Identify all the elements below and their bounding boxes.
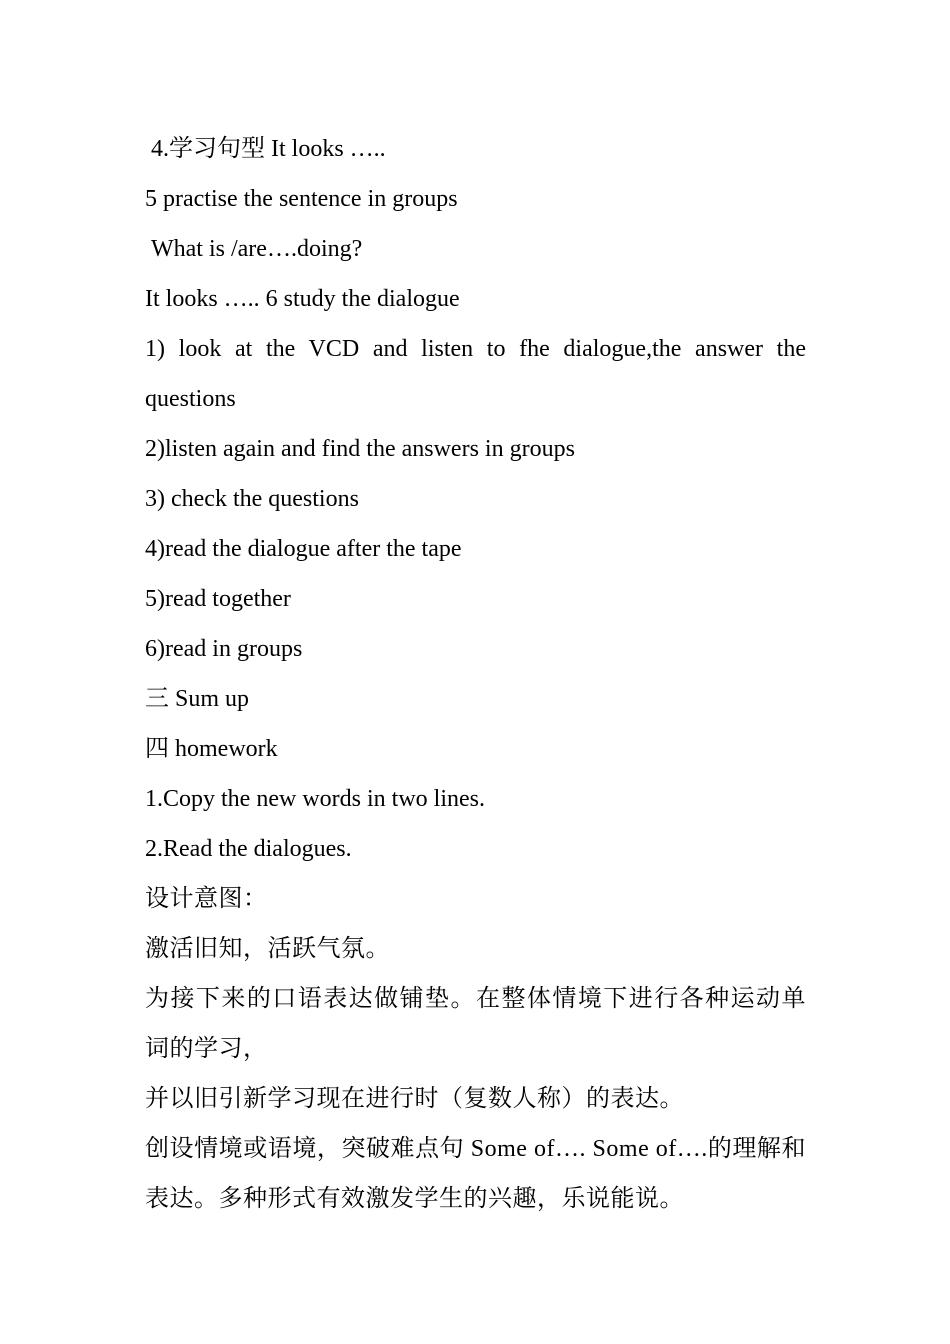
homework-item-2: 2.Read the dialogues.: [145, 836, 352, 862]
step-4-sentence-pattern: 4.学习句型 It looks …..: [151, 136, 386, 162]
dialogue-step-1: 1) look at the VCD and listen to fhe dialogue,the answer the questions: [145, 336, 806, 412]
dialogue-step-3: 3) check the questions: [145, 486, 359, 512]
design-intent-heading: 设计意图：: [145, 886, 268, 912]
design-intent-2: 为接下来的口语表达做铺垫。在整体情境下进行各种运动单词的学习，: [145, 986, 806, 1062]
step-6-study-dialogue: It looks ….. 6 study the dialogue: [145, 286, 460, 312]
design-intent-1: 激活旧知，活跃气氛。: [145, 936, 390, 962]
step-5-practise: 5 practise the sentence in groups: [145, 186, 458, 212]
homework-item-1: 1.Copy the new words in two lines.: [145, 786, 485, 812]
dialogue-step-6: 6)read in groups: [145, 636, 303, 662]
design-intent-4: 创设情境或语境，突破难点句 Some of…. Some of….的理解和表达。多种形式有效激发学生的兴趣，乐说能说。: [145, 1136, 806, 1212]
dialogue-step-4: 4)read the dialogue after the tape: [145, 536, 462, 562]
dialogue-step-5: 5)read together: [145, 586, 291, 612]
document-body: [145, 124, 806, 1224]
section-sum-up: 三 Sum up: [145, 686, 250, 712]
question-pattern: What is /are….doing?: [151, 236, 363, 262]
section-homework: 四 homework: [145, 736, 278, 762]
design-intent-3: 并以旧引新学习现在进行时（复数人称）的表达。: [145, 1086, 684, 1112]
dialogue-step-2: 2)listen again and find the answers in groups: [145, 436, 575, 462]
